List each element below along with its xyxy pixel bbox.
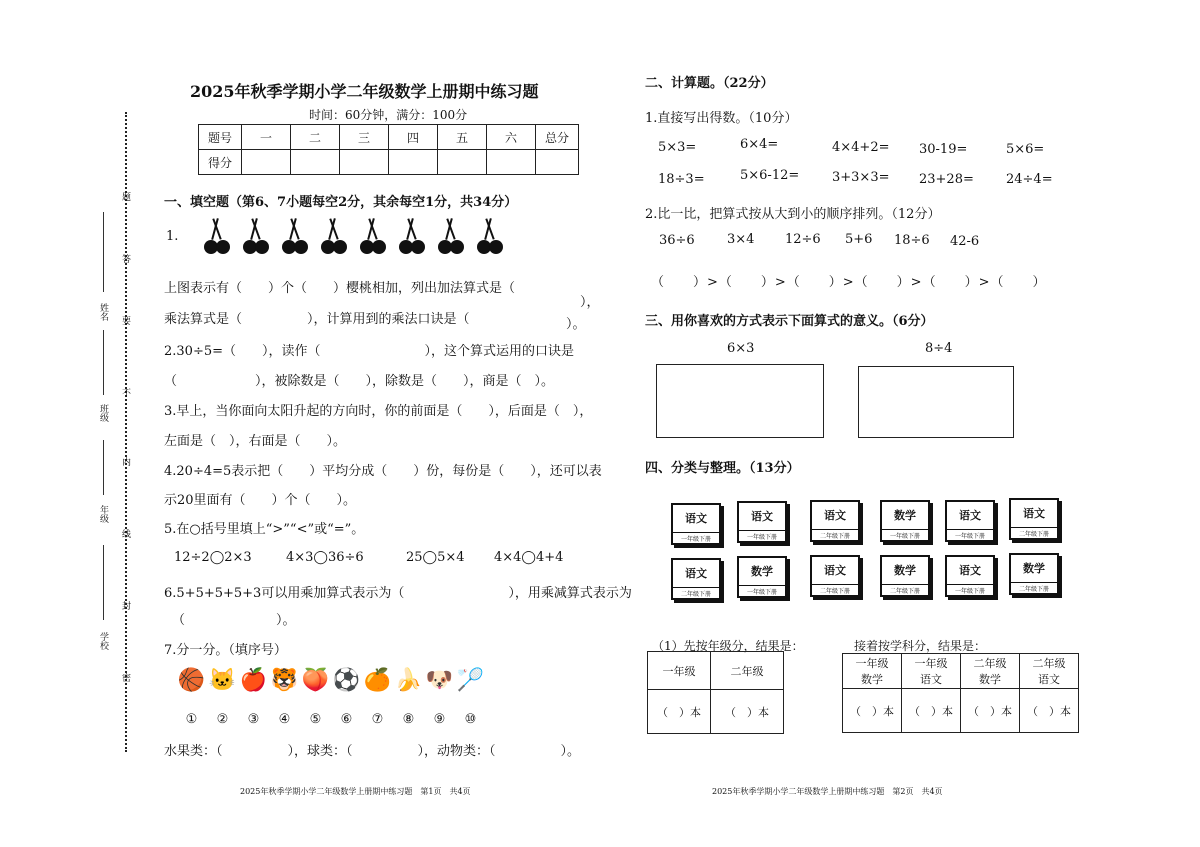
subject-table-header: 一年级 数学 xyxy=(843,654,902,689)
section2-title: 二、计算题。（22分） xyxy=(645,76,774,91)
q7-title: 7.分一分。（填序号） xyxy=(164,643,287,658)
book-grade: 二年级下册 xyxy=(673,587,719,598)
name-field[interactable] xyxy=(103,212,104,292)
score-header: 二 xyxy=(291,125,340,150)
book-subject: 语文 xyxy=(751,510,773,523)
left-footer: 2025年秋季学期小学二年级数学上册期中练习题 第1页 共4页 xyxy=(240,787,471,796)
exam-meta: 时间：60分钟，满分：100分 xyxy=(309,108,468,122)
q6-line1: 6.5+5+5+5+3可以用乘加算式表示为（ ），用乘减算式表示为 xyxy=(164,586,632,601)
right-footer: 2025年秋季学期小学二年级数学上册期中练习题 第2页 共4页 xyxy=(712,787,943,796)
cherry-icon xyxy=(200,216,234,256)
calc-item: 30-19= xyxy=(919,142,968,157)
subject-table-cell[interactable]: （ ）本 xyxy=(843,689,902,733)
compare-item: 42-6 xyxy=(950,234,980,249)
item-number: ② xyxy=(216,712,229,727)
dog-icon: 🐶 xyxy=(425,668,454,693)
score-cell[interactable] xyxy=(340,150,389,175)
subject-table-cell[interactable]: （ ）本 xyxy=(1020,689,1079,733)
book-subject: 语文 xyxy=(959,509,981,522)
cherry-icon xyxy=(278,216,312,256)
book-card xyxy=(945,555,995,597)
score-header: 六 xyxy=(487,125,536,150)
score-header: 一 xyxy=(242,125,291,150)
compare-item: 18÷6 xyxy=(894,233,930,248)
item-number: ⑥ xyxy=(340,712,353,727)
q2-line1: 2.30÷5=（ ），读作（ ），这个算式运用的口诀是 xyxy=(164,344,575,359)
book-grade: 二年级下册 xyxy=(812,584,858,595)
book-grade: 一年级下册 xyxy=(673,532,719,543)
calc-item: 4×4+2= xyxy=(832,140,890,155)
book-card xyxy=(737,556,787,598)
binding-char: 要 xyxy=(120,316,130,325)
class-field[interactable] xyxy=(103,330,104,395)
grade-table-cell[interactable]: （ ）本 xyxy=(711,690,784,734)
calc-item: 5×3= xyxy=(658,140,697,155)
expr1-label: 6×3 xyxy=(727,341,755,356)
subject-table xyxy=(842,653,1079,733)
compare-item: 5+6 xyxy=(845,232,873,247)
q5-item: 25◯5×4 xyxy=(406,550,465,565)
cherry-group xyxy=(200,216,512,260)
item-number: ⑧ xyxy=(402,712,415,727)
q5-item: 4×4◯4+4 xyxy=(494,550,564,565)
cat-icon: 🐱 xyxy=(208,668,237,693)
expr2-answer-box[interactable] xyxy=(858,366,1014,438)
score-cell[interactable] xyxy=(291,150,340,175)
book-grade: 一年级下册 xyxy=(739,530,785,541)
orange-icon: 🍊 xyxy=(363,668,392,693)
grade-table-cell[interactable]: （ ）本 xyxy=(648,690,711,734)
q7-icon-row xyxy=(176,668,486,693)
score-table xyxy=(198,124,579,175)
book-subject: 语文 xyxy=(685,567,707,580)
subject-table-cell[interactable]: （ ）本 xyxy=(961,689,1020,733)
q1-line2-end: ）。 xyxy=(566,317,586,332)
book-grade: 一年级下册 xyxy=(739,585,785,596)
score-header: 总分 xyxy=(536,125,579,150)
book-card xyxy=(810,500,860,542)
score-cell[interactable] xyxy=(389,150,438,175)
item-number: ⑩ xyxy=(464,712,477,727)
calc-item: 24÷4= xyxy=(1006,172,1053,187)
book-subject: 数学 xyxy=(1023,562,1045,575)
compare-item: 12÷6 xyxy=(785,232,821,247)
q1-number: 1. xyxy=(166,229,179,244)
section4-title: 四、分类与整理。（13分） xyxy=(645,461,800,476)
calc-item: 6×4= xyxy=(740,137,779,152)
apple-icon: 🍎 xyxy=(239,668,268,693)
book-subject: 数学 xyxy=(751,565,773,578)
grade-table-header: 一年级 xyxy=(648,652,711,690)
compare-item: 36÷6 xyxy=(659,233,695,248)
soccer-ball-icon: ⚽ xyxy=(332,668,361,693)
book-card xyxy=(671,558,721,600)
section1-title: 一、填空题（第6、7小题每空2分，其余每空1分，共34分） xyxy=(164,195,518,210)
score-header: 题号 xyxy=(199,125,242,150)
book-subject: 语文 xyxy=(959,564,981,577)
binding-label-school: 学校 xyxy=(98,632,108,650)
calc-item: 5×6-12= xyxy=(740,168,800,183)
score-header: 五 xyxy=(438,125,487,150)
book-subject: 语文 xyxy=(685,512,707,525)
book-grade: 二年级下册 xyxy=(1011,582,1057,593)
binding-label-grade: 年级 xyxy=(98,505,108,523)
book-grade: 二年级下册 xyxy=(1011,527,1057,538)
q5-title: 5.在○括号里填上“>”“<”或“=”。 xyxy=(164,522,365,537)
sub2-title: 2.比一比，把算式按从大到小的顺序排列。（12分） xyxy=(645,207,941,222)
school-field[interactable] xyxy=(103,545,104,620)
section3-title: 三、用你喜欢的方式表示下面算式的意义。（6分） xyxy=(645,314,934,329)
score-cell[interactable] xyxy=(536,150,579,175)
banana-icon: 🍌 xyxy=(394,668,423,693)
q2-line2: （ ），被除数是（ ），除数是（ ），商是（ ）。 xyxy=(164,374,555,389)
binding-char: 不 xyxy=(120,388,130,397)
book-subject: 数学 xyxy=(894,509,916,522)
calc-item: 18÷3= xyxy=(658,172,705,187)
book-card xyxy=(737,501,787,543)
binding-line xyxy=(125,112,127,752)
book-grade: 二年级下册 xyxy=(812,529,858,540)
q1-line1: 上图表示有（ ）个（ ）樱桃相加，列出加法算式是（ xyxy=(164,281,516,296)
subject-table-header: 二年级 数学 xyxy=(961,654,1020,689)
item-number: ① xyxy=(185,712,198,727)
calc-item: 3+3×3= xyxy=(832,170,890,185)
book-card xyxy=(1009,498,1059,540)
book-card xyxy=(1009,553,1059,595)
q1-line1-end: ）， xyxy=(580,295,600,310)
book-grade: 二年级下册 xyxy=(882,584,928,595)
table1-caption: （1）先按年级分，结果是： xyxy=(652,639,804,653)
book-subject: 语文 xyxy=(1023,507,1045,520)
item-number: ④ xyxy=(278,712,291,727)
binding-label-name: 姓名 xyxy=(98,303,108,321)
book-subject: 数学 xyxy=(894,564,916,577)
q5-item: 12÷2◯2×3 xyxy=(174,550,252,565)
book-grade: 一年级下册 xyxy=(947,529,993,540)
score-cell[interactable] xyxy=(487,150,536,175)
grade-field[interactable] xyxy=(103,440,104,495)
tiger-icon: 🐯 xyxy=(270,668,299,693)
binding-char: 密 xyxy=(120,673,130,682)
score-row-label: 得分 xyxy=(199,150,242,175)
binding-label-class: 班级 xyxy=(98,404,108,422)
book-card xyxy=(810,555,860,597)
q7-number-row xyxy=(176,708,486,727)
subject-table-header: 一年级 语文 xyxy=(902,654,961,689)
subject-table-header: 二年级 语文 xyxy=(1020,654,1079,689)
item-number: ⑤ xyxy=(309,712,322,727)
cherry-icon xyxy=(317,216,351,256)
q3-line1: 3.早上，当你面向太阳升起的方向时，你的前面是（ ），后面是（ ）， xyxy=(164,404,593,419)
book-card xyxy=(880,500,930,542)
q4-line2: 示20里面有（ ）个（ ）。 xyxy=(164,493,357,508)
q6-line2: （ ）。 xyxy=(172,613,296,628)
binding-char: 内 xyxy=(120,457,130,466)
score-header: 四 xyxy=(389,125,438,150)
cherry-icon xyxy=(434,216,468,256)
book-grade: 一年级下册 xyxy=(947,584,993,595)
book-subject: 语文 xyxy=(824,564,846,577)
cherry-icon xyxy=(395,216,429,256)
score-cell[interactable] xyxy=(242,150,291,175)
book-card xyxy=(671,503,721,545)
cherry-icon xyxy=(356,216,390,256)
item-number: ⑦ xyxy=(371,712,384,727)
binding-char: 封 xyxy=(120,601,130,610)
cherry-icon xyxy=(239,216,273,256)
compare-item: 3×4 xyxy=(727,232,755,247)
expr1-answer-box[interactable] xyxy=(656,364,824,438)
table2-caption: 接着按学科分，结果是： xyxy=(854,639,987,653)
cherry-icon xyxy=(473,216,507,256)
q3-line2: 左面是（ ），右面是（ ）。 xyxy=(164,434,347,449)
shuttlecock-icon: 🏸 xyxy=(456,668,485,693)
item-number: ③ xyxy=(247,712,260,727)
subject-table-cell[interactable]: （ ）本 xyxy=(902,689,961,733)
calc-item: 5×6= xyxy=(1006,142,1045,157)
q4-line1: 4.20÷4=5表示把（ ）平均分成（ ）份，每份是（ ），还可以表 xyxy=(164,464,602,479)
binding-char: 题 xyxy=(120,192,130,201)
score-cell[interactable] xyxy=(438,150,487,175)
grade-table xyxy=(647,651,784,734)
book-grade: 一年级下册 xyxy=(882,529,928,540)
score-header: 三 xyxy=(340,125,389,150)
binding-char: 答 xyxy=(120,254,130,263)
binding-char: 线 xyxy=(120,529,130,538)
book-card xyxy=(880,555,930,597)
calc-item: 23+28= xyxy=(919,172,974,187)
compare-answer-line: （ ）>（ ）>（ ）>（ ）>（ ）>（ ） xyxy=(651,275,1047,290)
q7-answer-line: 水果类：（ ），球类：（ ），动物类：（ ）。 xyxy=(164,744,581,759)
sub1-title: 1.直接写出得数。（10分） xyxy=(645,111,798,126)
q1-line2: 乘法算式是（ ），计算用到的乘法口诀是（ xyxy=(164,312,470,327)
q5-item: 4×3◯36÷6 xyxy=(286,550,364,565)
book-card xyxy=(945,500,995,542)
grade-table-header: 二年级 xyxy=(711,652,784,690)
item-number: ⑨ xyxy=(433,712,446,727)
exam-title: 2025年秋季学期小学二年级数学上册期中练习题 xyxy=(190,82,539,101)
peach-icon: 🍑 xyxy=(301,668,330,693)
book-subject: 语文 xyxy=(824,509,846,522)
expr2-label: 8÷4 xyxy=(925,341,953,356)
basketball-icon: 🏀 xyxy=(177,668,206,693)
